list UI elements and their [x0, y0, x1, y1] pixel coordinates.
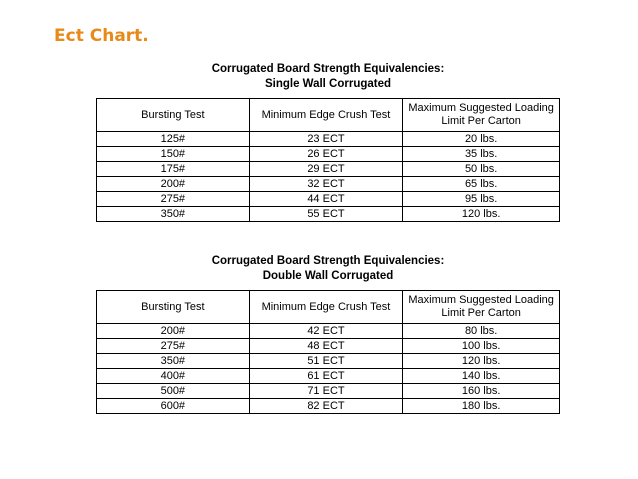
table-cell: 35 lbs. — [403, 147, 560, 162]
table-cell: 150# — [97, 147, 250, 162]
table-row — [97, 132, 560, 147]
table-cell: 400# — [97, 369, 250, 384]
edge-crush-header: Minimum Edge Crush Test — [249, 291, 403, 324]
table-row — [97, 339, 560, 354]
table-row — [97, 384, 560, 399]
bursting-test-header: Bursting Test — [97, 99, 250, 132]
table-row — [97, 399, 560, 414]
single-wall-table — [96, 98, 560, 222]
table-row — [97, 147, 560, 162]
heading-line-1: Corrugated Board Strength Equivalencies: — [211, 63, 445, 75]
heading-line-2: Single Wall Corrugated — [264, 78, 392, 90]
table-cell: 120 lbs. — [403, 207, 560, 222]
table-cell: 275# — [97, 339, 250, 354]
table-row — [97, 324, 560, 339]
table-cell: 180 lbs. — [403, 399, 560, 414]
table-cell: 200# — [97, 177, 250, 192]
header-row — [97, 99, 560, 132]
table-row — [97, 192, 560, 207]
table-cell: 175# — [97, 162, 250, 177]
table-cell: 55 ECT — [249, 207, 403, 222]
table-cell: 51 ECT — [249, 354, 403, 369]
table-cell: 32 ECT — [249, 177, 403, 192]
table-row — [97, 207, 560, 222]
table-row — [97, 354, 560, 369]
table-cell: 125# — [97, 132, 250, 147]
table-cell: 65 lbs. — [403, 177, 560, 192]
slide-title: Ect Chart. — [54, 26, 149, 46]
heading-line-2: Double Wall Corrugated — [262, 270, 394, 282]
table-row — [97, 177, 560, 192]
table-cell: 44 ECT — [249, 192, 403, 207]
table-cell: 500# — [97, 384, 250, 399]
table-cell: 200# — [97, 324, 250, 339]
table-cell: 71 ECT — [249, 384, 403, 399]
loading-limit-header: Maximum Suggested Loading Limit Per Carton — [403, 291, 560, 324]
table-cell: 61 ECT — [249, 369, 403, 384]
table-cell: 120 lbs. — [403, 354, 560, 369]
table-cell: 29 ECT — [249, 162, 403, 177]
table-cell: 160 lbs. — [403, 384, 560, 399]
double-wall-section — [96, 254, 560, 414]
table-cell: 82 ECT — [249, 399, 403, 414]
edge-crush-header: Minimum Edge Crush Test — [249, 99, 403, 132]
table-cell: 95 lbs. — [403, 192, 560, 207]
double-wall-heading — [96, 254, 560, 284]
table-row — [97, 162, 560, 177]
header-row — [97, 291, 560, 324]
table-cell: 42 ECT — [249, 324, 403, 339]
table-cell: 600# — [97, 399, 250, 414]
table-cell: 275# — [97, 192, 250, 207]
single-wall-heading — [96, 62, 560, 92]
table-cell: 140 lbs. — [403, 369, 560, 384]
table-cell: 350# — [97, 207, 250, 222]
table-cell: 50 lbs. — [403, 162, 560, 177]
table-cell: 20 lbs. — [403, 132, 560, 147]
table-cell: 100 lbs. — [403, 339, 560, 354]
table-cell: 48 ECT — [249, 339, 403, 354]
double-wall-table — [96, 290, 560, 414]
table-cell: 80 lbs. — [403, 324, 560, 339]
table-cell: 350# — [97, 354, 250, 369]
bursting-test-header: Bursting Test — [97, 291, 250, 324]
loading-limit-header: Maximum Suggested Loading Limit Per Carton — [403, 99, 560, 132]
table-cell: 23 ECT — [249, 132, 403, 147]
single-wall-section — [96, 62, 560, 222]
heading-line-1: Corrugated Board Strength Equivalencies: — [211, 255, 445, 267]
table-row — [97, 369, 560, 384]
table-cell: 26 ECT — [249, 147, 403, 162]
